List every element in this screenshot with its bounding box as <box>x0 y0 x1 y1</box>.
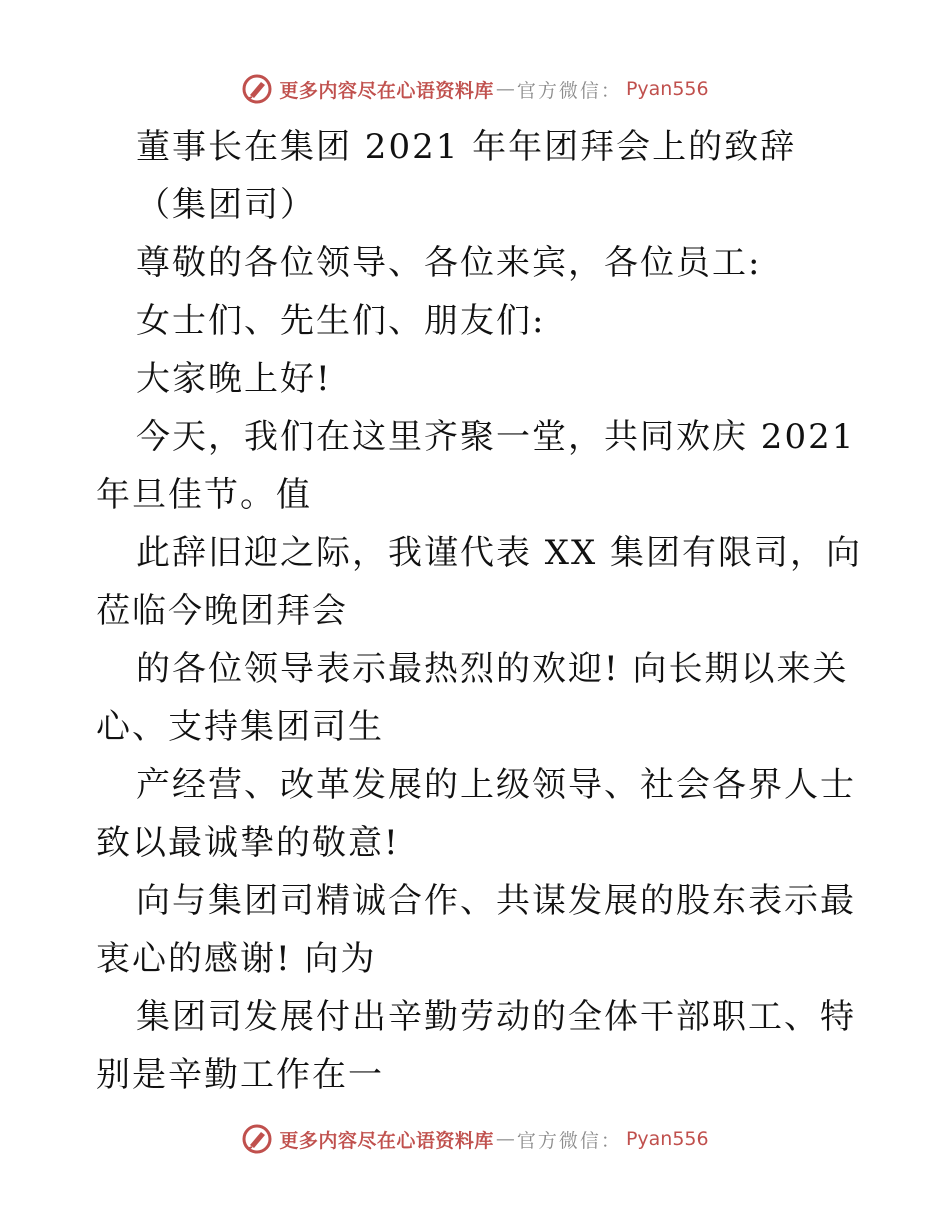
watermark-wechat-label: 官方微信： <box>516 79 622 102</box>
paragraph: 此辞旧迎之际，我谨代表 XX 集团有限司，向莅临今晚团拜会 <box>96 533 863 631</box>
paragraph: 的各位领导表示最热烈的欢迎! 向长期以来关心、支持集团司生 <box>96 649 849 747</box>
watermark-wechat-label: 官方微信： <box>516 1129 622 1152</box>
document-title: 董事长在集团 2021 年年团拜会上的致辞 <box>136 127 797 167</box>
paragraph: 产经营、改革发展的上级领导、社会各界人士致以最诚挚的敬意! <box>96 765 856 863</box>
paragraph: 大家晚上好! <box>136 359 332 399</box>
watermark-text: 更多内容尽在心语资料库 <box>279 79 494 102</box>
paragraph: 女士们、先生们、朋友们: <box>136 301 546 341</box>
paragraph: 集团司发展付出辛勤劳动的全体干部职工、特别是辛勤工作在一 <box>96 997 856 1095</box>
paragraph: 向与集团司精诚合作、共谋发展的股东表示最衷心的感谢! 向为 <box>96 881 856 979</box>
header-watermark <box>0 72 950 106</box>
brand-logo-icon <box>241 1123 273 1155</box>
watermark-text: 更多内容尽在心语资料库 <box>279 1129 494 1152</box>
watermark-wechat-id: Pyan556 <box>625 1128 709 1150</box>
watermark-separator: — <box>495 78 515 100</box>
brand-logo-icon <box>241 73 273 105</box>
paragraph: 尊敬的各位领导、各位来宾，各位员工: <box>136 243 762 283</box>
footer-watermark <box>0 1122 950 1156</box>
document-subtitle: （集团司） <box>136 185 316 225</box>
watermark-wechat-id: Pyan556 <box>625 78 709 100</box>
document-body <box>96 118 866 1104</box>
watermark-separator: — <box>495 1128 515 1150</box>
paragraph: 今天，我们在这里齐聚一堂，共同欢庆 2021 年旦佳节。值 <box>96 417 856 515</box>
